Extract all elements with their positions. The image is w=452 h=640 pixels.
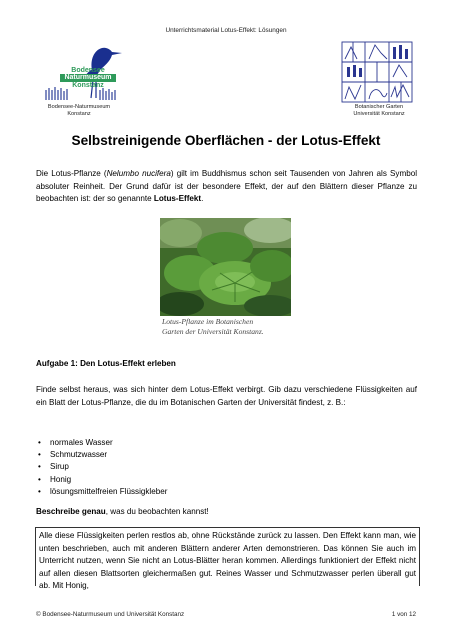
list-item: • Honig — [38, 474, 72, 484]
list-item: • Sirup — [38, 462, 69, 472]
page-title: Selbstreinigende Oberflächen - der Lotus-Effekt — [71, 133, 381, 148]
footer-copyright: © Bodensee-Naturmuseum und Universität Konstanz — [36, 611, 185, 618]
intro-paragraph: Die Lotus-Pflanze (Nelumbo nucifera) gilt im Buddhismus schon seit Tausenden von Jahren als Symbol absoluter Reinheit. Der Grund dafür ist der besondere Effekt, der auf den Blättern dieser Pflanze zu beobachten ist: der so genannte Lotus-Effekt. — [36, 169, 417, 204]
liquid-list — [36, 437, 167, 498]
answer-box — [35, 527, 420, 591]
page-header: Unterrichtsmaterial Lotus-Effekt: Lösungen — [165, 27, 287, 34]
footer-page-number: 1 von 12 — [391, 611, 416, 618]
task-1-heading: Aufgabe 1: Den Lotus-Effekt erleben — [36, 359, 176, 368]
task-1-instruction: Beschreibe genau, was du beobachten kannst! — [36, 507, 209, 516]
logo-right-caption: Botanischer Garten Universität Konstanz — [353, 104, 405, 117]
logo-wordmark: Bodensee Naturmuseum Konstanz — [60, 67, 116, 89]
answer-text: Alle diese Flüssigkeiten perlen restlos ab, ohne Rückstände zurück zu lassen. Den Effekt kann man, wie unten beschrieben, auch mit anderen Blättern anderer Arten demonstrieren. Das können Sie auch im Unterricht nutzen, wenn Sie nicht an Lotus-Blätter heran kommen. Allerdings funktioniert der Effekt nicht auf allen diesen Blattsorten gleichermaßen gut. Reines Wasser und Schmutzwasser perlen überall gut ab. Mit Honig, — [39, 531, 416, 591]
task-1-text: Finde selbst heraus, was sich hinter dem Lotus-Effekt verbirgt. Gib dazu verschiedene Flüssigkeiten auf ein Blatt der Lotus-Pflanze, die du im Botanischen Garten der Universität findest, z. B.: — [36, 385, 417, 407]
list-item: • lösungsmittelfreien Flüssigkleber — [38, 486, 168, 496]
list-item: • normales Wasser — [38, 438, 113, 447]
botanischer-garten-logo — [341, 41, 413, 103]
list-item: • Schmutzwasser — [38, 450, 108, 460]
logo-left-caption: Bodensee-Naturmuseum Konstanz — [47, 104, 111, 117]
photo-caption: Lotus-Pflanze im Botanischen Garten der Universität Konstanz. — [162, 317, 264, 336]
lotus-plant-photo — [160, 218, 291, 316]
